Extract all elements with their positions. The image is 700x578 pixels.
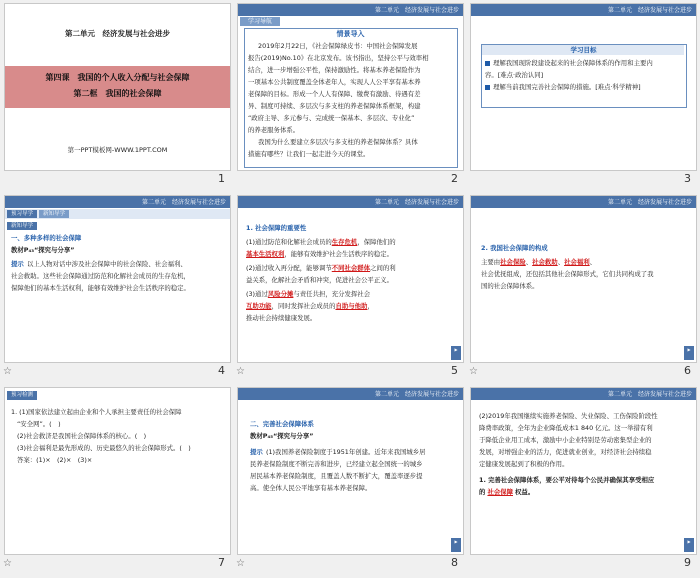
back-button[interactable]: ▶ <box>684 538 694 552</box>
question-line: 1. (1)国家依法建立起由企业和个人承担主要责任的社会保障 <box>11 408 182 416</box>
slide-2 <box>237 3 464 171</box>
slide-1 <box>4 3 231 171</box>
question-line: “安全网”。( ) <box>17 420 61 428</box>
intro-title: 情景导入 <box>336 30 365 38</box>
bullet-icon <box>485 85 490 90</box>
section-heading: 2. 我国社会保障的构成 <box>481 244 548 252</box>
intro-line: 措施有哪些？让我们一起走进今天的课堂。 <box>248 150 370 158</box>
point-line: 的 社会保障 权益。 <box>479 488 535 496</box>
slide-3 <box>470 3 697 171</box>
slide-thumb-3[interactable] <box>466 0 699 192</box>
slide-4 <box>4 195 231 363</box>
text-line: (3)通过风险分摊与责任共担，充分发挥社会 <box>246 290 371 298</box>
slide-9 <box>470 387 697 555</box>
text-line: 推动社会持续健康发展。 <box>246 314 317 322</box>
question-line: (3)社会福利是最先形成的、历史最悠久的社会保障形式。( ) <box>17 444 191 452</box>
tip-line: (1)我国养老保险制度于1951年创建。近年来我国城乡居 <box>266 448 426 456</box>
star-icon: ☆ <box>469 366 478 377</box>
slide-number: 9 <box>684 556 691 569</box>
slide-thumb-9[interactable] <box>466 384 699 576</box>
question-line: (2)社会救济是我国社会保障体系的核心。( ) <box>17 432 147 440</box>
tab-preview[interactable]: 预习导学 <box>7 210 37 218</box>
subsection-tag: 新知导学 <box>7 222 37 230</box>
intro-line: 的养老服务体系。 <box>248 126 300 134</box>
lesson-title: 第四课 我国的个人收入分配与社会保障 <box>45 73 190 82</box>
text-line: 降费率政策，全年为企业降低成本1 840 亿元。这一举措有利 <box>479 424 653 432</box>
tip-line: 民养老保险制度不断完善和进步，已经建立起全国统一的城乡 <box>250 460 423 468</box>
slide-number: 7 <box>218 556 225 569</box>
slide-thumb-2[interactable] <box>233 0 466 192</box>
text-line: 社会优抚组成，还包括其他社会保障形式，它们共同构成了我 <box>481 270 654 278</box>
back-button[interactable]: ▶ <box>451 538 461 552</box>
text-line: 主要由社会保险、社会救助、社会福利、 <box>481 258 597 266</box>
intro-line: 结合，进一步增强公平性，保持激励性。将基本养老保险作为 <box>248 66 421 74</box>
slide-7 <box>4 387 231 555</box>
section-heading: 二、完善社会保障体系 <box>250 420 314 428</box>
intro-line: 异、制度可持续、多层次与多支柱的养老保障体系框架，构建 <box>248 102 421 110</box>
slide-thumb-5[interactable] <box>233 192 466 384</box>
slide-number: 1 <box>218 172 225 185</box>
intro-line: 一项基本公共制度覆盖全体老年人，实现人人公平享有基本养 <box>248 78 421 86</box>
material-ref: 教材P₄₃“探究与分享” <box>11 246 75 254</box>
slide-thumb-7[interactable] <box>0 384 233 576</box>
slide-number: 5 <box>451 364 458 377</box>
section-heading: 1. 社会保障的重要性 <box>246 224 307 232</box>
material-ref: 教材P₄₅“探究与分享” <box>250 432 314 440</box>
slide-thumb-1[interactable] <box>0 0 233 192</box>
intro-line: 我国为什么要建立多层次与多支柱的养老保障体系？具体 <box>258 138 418 146</box>
slide-header: 第二单元 经济发展与社会进步 <box>238 196 463 208</box>
slide-number: 6 <box>684 364 691 377</box>
slide-number: 3 <box>684 172 691 185</box>
star-icon: ☆ <box>236 558 245 569</box>
star-icon: ☆ <box>236 366 245 377</box>
text-line: (1)通过防范和化解社会成员的生存危机，保障他们的 <box>246 238 396 246</box>
tip-line: 高。使全体人民公平地享有基本养老保障。 <box>250 484 372 492</box>
slide-header: 第二单元 经济发展与社会进步 <box>471 388 696 400</box>
text-line: 定健康发展起到了积极的作用。 <box>479 460 569 468</box>
star-icon: ☆ <box>3 366 12 377</box>
tip-line: 社会救助。这些社会保障通过防范和化解社会成员的生存危机， <box>11 272 190 280</box>
slide-number: 2 <box>451 172 458 185</box>
section-tag: 学习导航 <box>240 17 280 26</box>
site-watermark: 第一PPT模板网-WWW.1PPT.COM <box>67 146 168 154</box>
text-line: 益关系，化解社会矛盾和冲突，促进社会公平正义。 <box>246 276 393 284</box>
slide-number: 4 <box>218 364 225 377</box>
section-heading: 一、多种多样的社会保障 <box>11 234 82 242</box>
tip-line: 以上人物对话中涉及社会保障中的社会保险、社会福利、 <box>27 260 187 268</box>
tip-label: 提示 <box>11 260 24 268</box>
goal-item: 理解当前我国完善社会保障的措施。[难点·科学精神] <box>493 83 641 91</box>
text-line: (2)2019年我国继续实施养老保险、失业保险、工伤保险阶段性 <box>479 412 658 420</box>
text-line: 基本生活权利，能够有效维护社会生活秩序的稳定。 <box>246 250 393 258</box>
text-line: (2)通过收入再分配，能够调节不同社会群体之间的利 <box>246 264 396 272</box>
text-line: 国的社会保障体系。 <box>481 282 539 290</box>
frame-title: 第二框 我国的社会保障 <box>73 89 162 98</box>
section-tag: 预习检测 <box>7 391 37 400</box>
slide-header: 第二单元 经济发展与社会进步 <box>471 4 696 16</box>
slide-5 <box>237 195 464 363</box>
slide-header: 第二单元 经济发展与社会进步 <box>5 196 230 208</box>
text-line: 发展，对增强企业的活力，促进就业创业，对经济社会持续稳 <box>479 448 652 456</box>
goals-title: 学习目标 <box>570 46 597 54</box>
intro-line: “政府主导、多元参与、完成统一保基本、多层次、专业化” <box>248 114 415 122</box>
slide-thumb-6[interactable] <box>466 192 699 384</box>
intro-line: 报告(2019)No.10》在北京发布。该书指出，坚持公平与效率相 <box>248 54 429 62</box>
slide-header: 第二单元 经济发展与社会进步 <box>238 4 463 16</box>
slide-number: 8 <box>451 556 458 569</box>
slide-header: 第二单元 经济发展与社会进步 <box>238 388 463 400</box>
slide-8 <box>237 387 464 555</box>
slide-header: 第二单元 经济发展与社会进步 <box>471 196 696 208</box>
back-button[interactable]: ▶ <box>451 346 461 360</box>
slide-thumb-8[interactable] <box>233 384 466 576</box>
text-line: 互助功能，同时发挥社会成员的自助与他助， <box>246 302 374 310</box>
intro-line: 2019年2月22日，《社会保障绿皮书：中国社会保障发展 <box>258 42 418 50</box>
answer-line: 答案：(1)× (2)× (3)× <box>17 456 93 464</box>
slide-6 <box>470 195 697 363</box>
goal-item: 理解我国现阶段建设起来的社会保障体系的作用和主要内 <box>493 59 653 67</box>
point-line: 1. 完善社会保障体系，要公平对待每个公民并确保其享受相应 <box>479 476 655 484</box>
unit-title: 第二单元 经济发展与社会进步 <box>65 29 170 38</box>
back-button[interactable]: ▶ <box>684 346 694 360</box>
bullet-icon <box>485 61 490 66</box>
tip-label: 提示 <box>250 448 263 456</box>
text-line: 于降低企业用工成本，激励中小企业特别是劳动密集型企业的 <box>479 436 652 444</box>
goal-item: 容。[难点·政治认同] <box>485 71 544 79</box>
star-icon: ☆ <box>3 558 12 569</box>
tip-line: 居民基本养老保险制度，且覆盖人数不断扩大，覆盖率逐步提 <box>250 472 423 480</box>
slide-thumb-4[interactable] <box>0 192 233 384</box>
intro-line: 老保障的目标。形成一个人人有保障、缴费有激励、待遇有差 <box>248 90 421 98</box>
tip-line: 保障他们的基本生活权利，能够有效维护社会生活秩序的稳定。 <box>11 284 190 292</box>
tab-new[interactable]: 新知导学 <box>39 210 69 218</box>
